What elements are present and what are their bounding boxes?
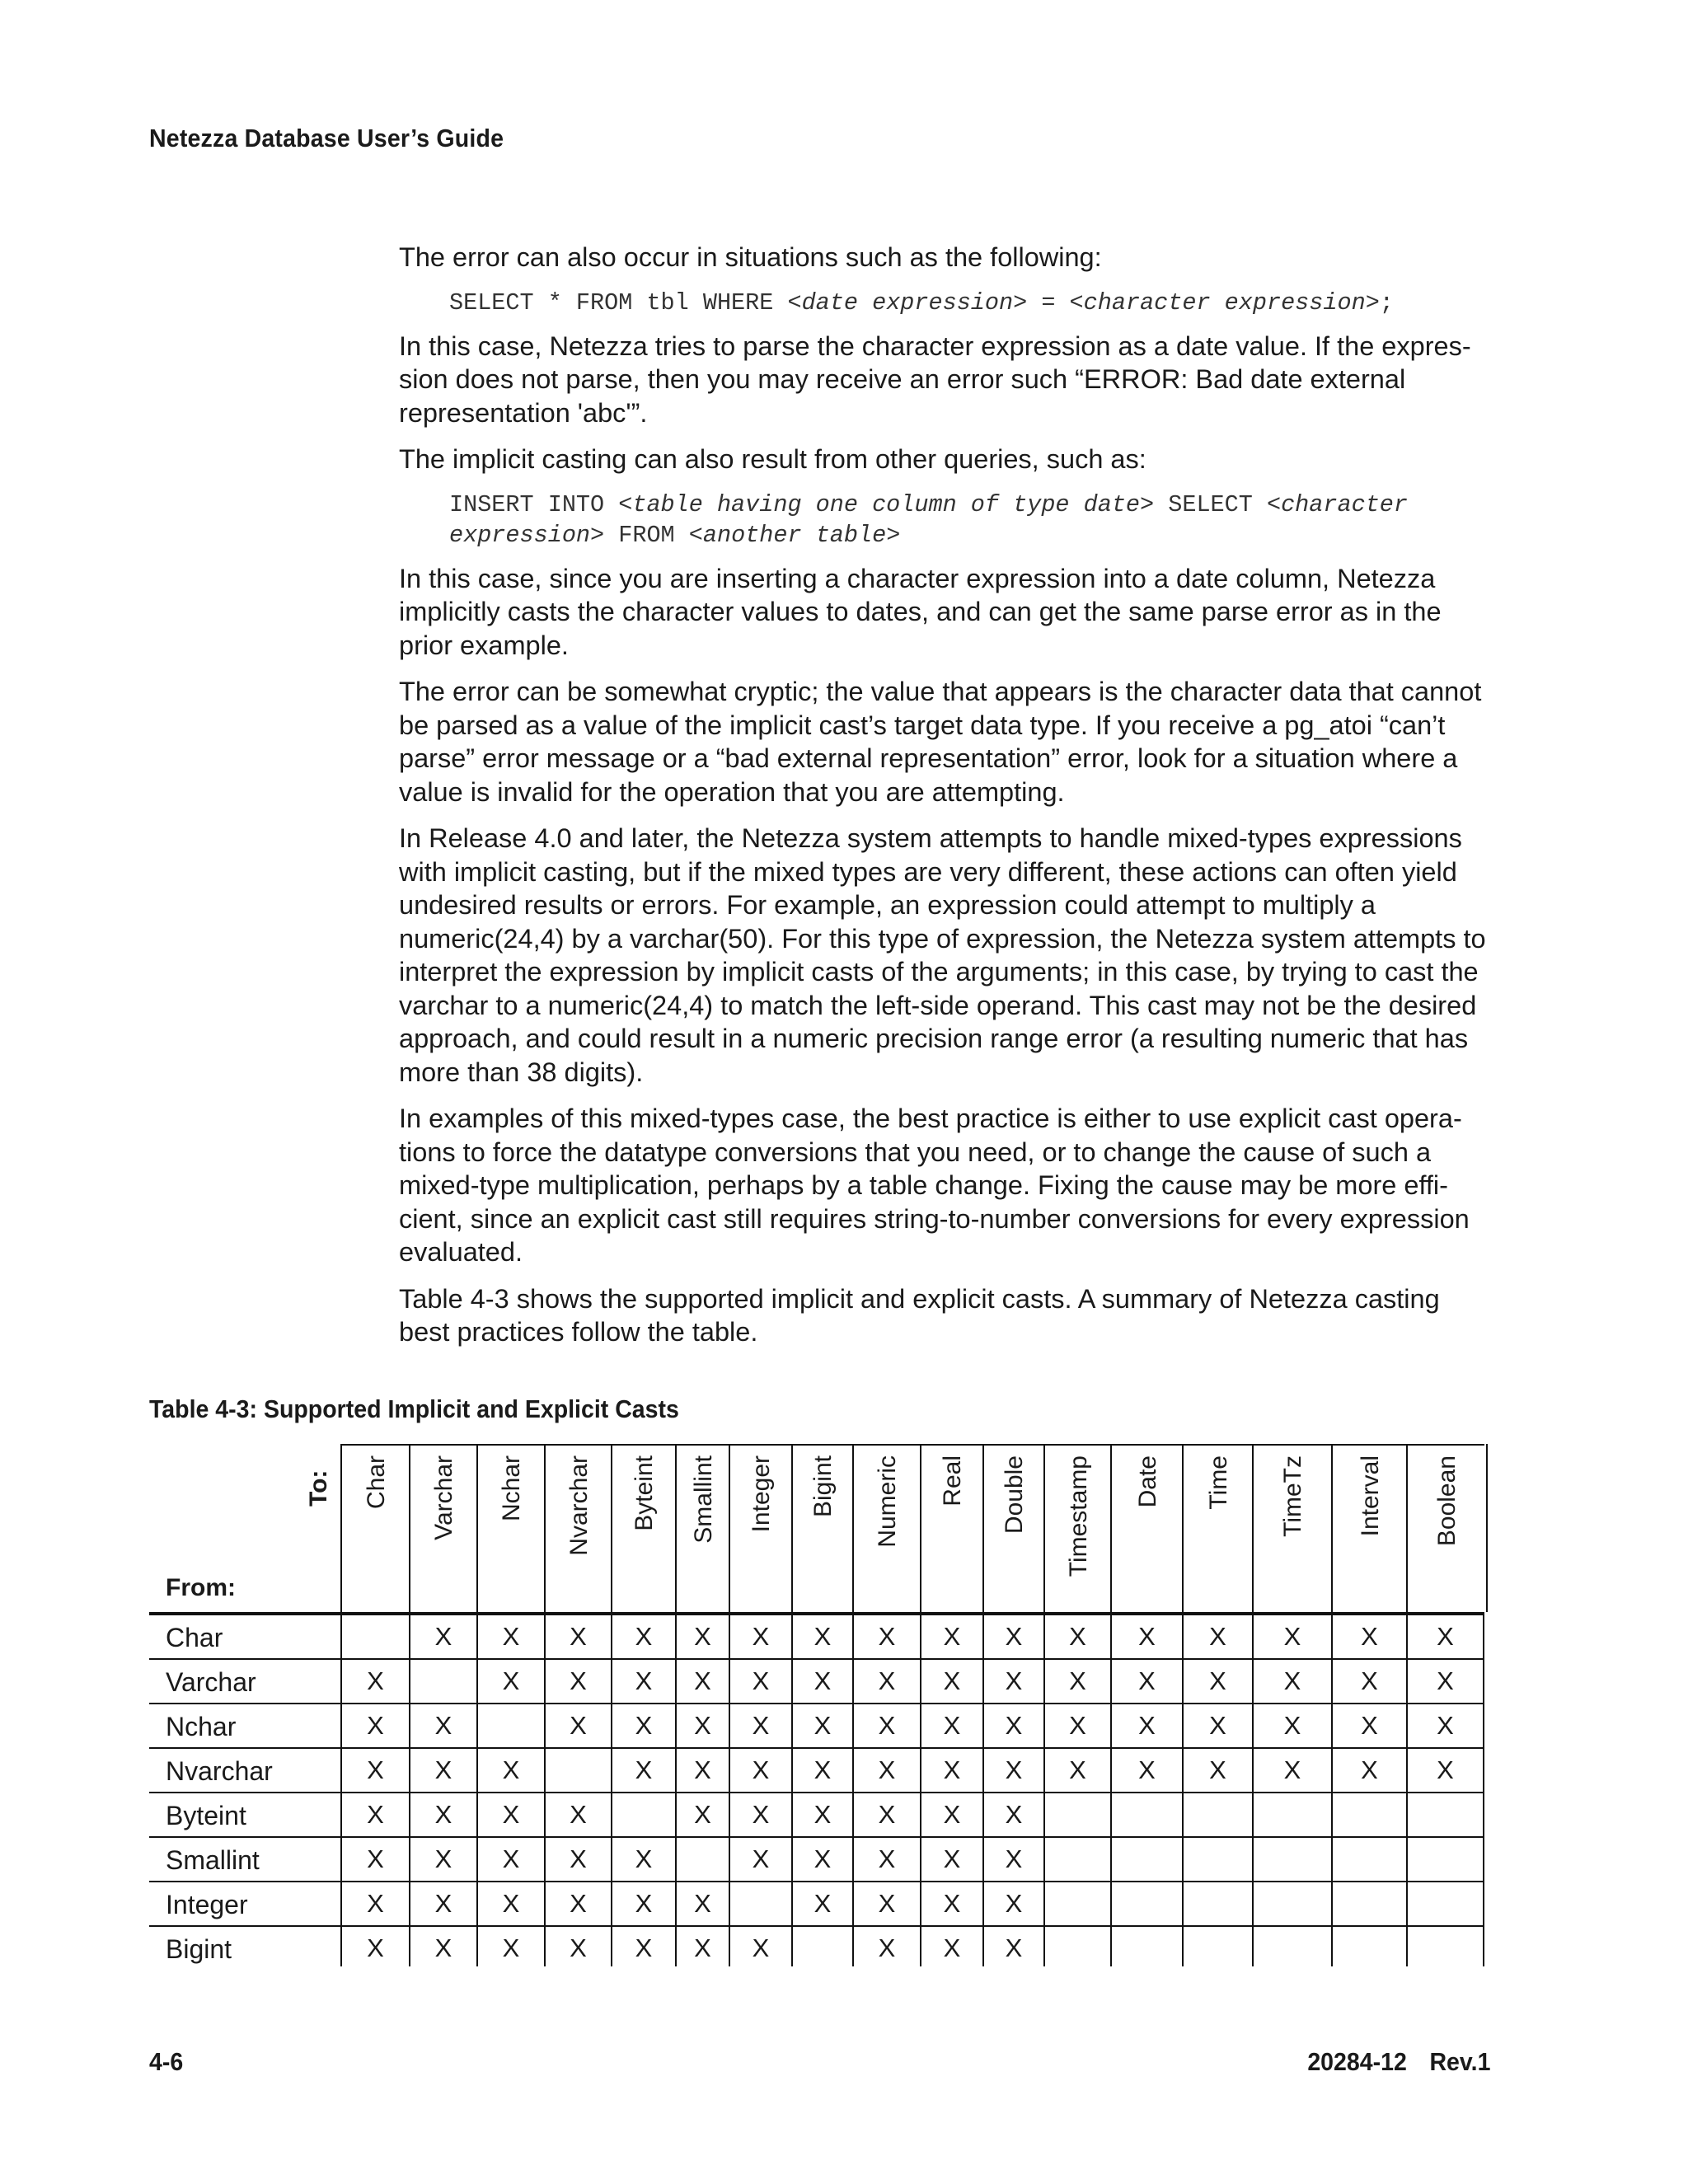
row-label: Char: [166, 1623, 223, 1652]
table-cell: [1110, 1882, 1182, 1925]
table-cell: X: [675, 1882, 729, 1925]
column-header: [544, 1444, 612, 1612]
table-cell: X: [340, 1749, 409, 1792]
table-cell: X: [409, 1615, 476, 1658]
table-cell: X: [675, 1749, 729, 1792]
table-cell: X: [852, 1927, 920, 1966]
table-row: [149, 1704, 1484, 1749]
column-header-label: Interval: [1356, 1455, 1384, 1537]
table-cell: [1252, 1793, 1331, 1836]
table-cell: X: [1182, 1660, 1252, 1703]
table-cell: X: [611, 1838, 675, 1881]
table-cell: X: [1406, 1615, 1484, 1658]
table-cell: X: [852, 1749, 920, 1792]
table-cell: X: [476, 1749, 544, 1792]
table-cell: [1406, 1927, 1484, 1966]
code-text: FROM: [604, 521, 689, 549]
table-cell: X: [1043, 1660, 1110, 1703]
table-cell: X: [1252, 1704, 1331, 1747]
to-label-text: To:: [305, 1469, 332, 1507]
table-cell: X: [982, 1704, 1043, 1747]
row-label: Integer: [166, 1890, 248, 1919]
column-header: [791, 1444, 854, 1612]
table-cell: X: [1252, 1615, 1331, 1658]
table-cell: [1252, 1882, 1331, 1925]
table-cell: X: [340, 1927, 409, 1966]
table-cell: X: [1331, 1749, 1406, 1792]
table-header-row: [149, 1444, 1484, 1615]
table-cell: [1043, 1882, 1110, 1925]
table-cell: X: [791, 1882, 852, 1925]
column-header-label: Real: [939, 1455, 966, 1507]
table-row: [149, 1927, 1484, 1966]
code-placeholder: <table having one column of type date>: [618, 490, 1155, 518]
table-cell: X: [476, 1615, 544, 1658]
table-cell: [1043, 1838, 1110, 1881]
table-cell: [476, 1704, 544, 1747]
table-cell: X: [409, 1749, 476, 1792]
code-example: [449, 288, 1495, 318]
paragraph: In this case, since you are inserting a character expression into a date column, Netezza implicitly casts the character values to dates, and can get the same parse error as in the prior example.: [399, 563, 1442, 660]
table-cell: [1110, 1927, 1182, 1966]
from-axis-label: From:: [166, 1574, 236, 1601]
column-header: [729, 1444, 793, 1612]
table-cell: X: [409, 1882, 476, 1925]
table-cell: [611, 1793, 675, 1836]
table-cell: X: [675, 1615, 729, 1658]
table-cell: X: [920, 1704, 982, 1747]
code-text: SELECT: [1154, 490, 1267, 518]
table-cell: X: [544, 1838, 611, 1881]
table-cell: X: [340, 1882, 409, 1925]
table-cell: X: [476, 1838, 544, 1881]
cast-table: [149, 1444, 1484, 1966]
table-cell: X: [852, 1838, 920, 1881]
table-cell: [1252, 1838, 1331, 1881]
table-cell: X: [1110, 1704, 1182, 1747]
column-header: [1043, 1444, 1112, 1612]
code-text: INSERT INTO: [449, 490, 619, 518]
table-cell: X: [729, 1838, 791, 1881]
to-axis-label: [302, 1449, 338, 1507]
table-cell: X: [544, 1704, 611, 1747]
column-header: [476, 1444, 546, 1612]
column-header: [1331, 1444, 1408, 1612]
column-header: [1406, 1444, 1488, 1612]
table-cell: [1331, 1793, 1406, 1836]
code-text: ;: [1379, 288, 1394, 316]
column-header-label: Byteint: [631, 1455, 658, 1531]
column-header: [982, 1444, 1045, 1612]
table-cell: X: [982, 1660, 1043, 1703]
table-cell: X: [920, 1749, 982, 1792]
table-cell: X: [544, 1660, 611, 1703]
table-cell: [791, 1927, 852, 1966]
table-cell: X: [852, 1882, 920, 1925]
column-header-label: Nchar: [498, 1455, 525, 1522]
table-cell: X: [1331, 1704, 1406, 1747]
table-cell: X: [920, 1927, 982, 1966]
table-cell: [1331, 1927, 1406, 1966]
code-placeholder: <another table>: [688, 521, 901, 549]
table-cell: [1182, 1838, 1252, 1881]
column-header-label: TimeTz: [1279, 1455, 1306, 1537]
table-cell: [1331, 1882, 1406, 1925]
row-label: Bigint: [166, 1934, 232, 1964]
table-cell: X: [611, 1615, 675, 1658]
running-head: Netezza Database User’s Guide: [149, 124, 504, 152]
table-cell: X: [476, 1660, 544, 1703]
paragraph: The implicit casting can also result from other queries, such as:: [399, 444, 1146, 474]
doc-id: [1307, 2047, 1490, 2077]
code-example: [449, 490, 1495, 551]
table-cell: X: [544, 1793, 611, 1836]
table-cell: X: [675, 1704, 729, 1747]
column-header-label: Double: [1001, 1455, 1028, 1535]
table-cell: X: [982, 1838, 1043, 1881]
table-cell: X: [729, 1927, 791, 1966]
row-label: Byteint: [166, 1801, 246, 1830]
table-cell: X: [729, 1704, 791, 1747]
table-cell: X: [791, 1615, 852, 1658]
table-cell: [1043, 1927, 1110, 1966]
column-header-label: Integer: [748, 1455, 775, 1533]
column-header-label: Bigint: [809, 1455, 837, 1518]
table-row: [149, 1882, 1484, 1927]
table-cell: X: [852, 1615, 920, 1658]
table-cell: [1043, 1793, 1110, 1836]
table-cell: X: [920, 1838, 982, 1881]
column-header-label: Boolean: [1432, 1455, 1461, 1547]
revision: Rev.1: [1429, 2047, 1490, 2076]
table-caption: Table 4-3: Supported Implicit and Explicit Casts: [149, 1394, 679, 1423]
table-cell: [1252, 1927, 1331, 1966]
table-cell: X: [340, 1660, 409, 1703]
table-cell: X: [982, 1793, 1043, 1836]
table-cell: X: [791, 1660, 852, 1703]
column-header-label: Time: [1204, 1455, 1232, 1510]
column-header: [340, 1444, 410, 1612]
table-cell: X: [1043, 1749, 1110, 1792]
column-header-label: Varchar: [430, 1455, 457, 1540]
table-cell: [1406, 1882, 1484, 1925]
table-cell: [675, 1838, 729, 1881]
table-cell: X: [340, 1838, 409, 1881]
table-cell: X: [791, 1704, 852, 1747]
table-cell: X: [852, 1793, 920, 1836]
table-cell: X: [920, 1793, 982, 1836]
table-cell: X: [675, 1660, 729, 1703]
table-cell: X: [791, 1749, 852, 1792]
code-text: SELECT * FROM tbl WHERE: [449, 288, 788, 316]
table-row: [149, 1660, 1484, 1704]
column-header: [675, 1444, 730, 1612]
table-cell: X: [729, 1615, 791, 1658]
code-placeholder: <character expression>: [449, 490, 1423, 549]
body-text: [399, 241, 1495, 1362]
table-cell: X: [409, 1704, 476, 1747]
table-cell: X: [729, 1749, 791, 1792]
page-number: 4-6: [149, 2047, 184, 2076]
table-cell: X: [544, 1882, 611, 1925]
table-cell: [729, 1882, 791, 1925]
table-cell: X: [920, 1615, 982, 1658]
column-header: [920, 1444, 984, 1612]
code-placeholder: <character expression>: [1069, 288, 1380, 316]
paragraph: Table 4-3 shows the supported implicit and explicit casts. A summary of Netezza casting best practices follow the table.: [399, 1283, 1440, 1347]
table-cell: X: [1110, 1749, 1182, 1792]
table-cell: X: [1252, 1749, 1331, 1792]
column-header: [852, 1444, 921, 1612]
column-header-label: Smallint: [689, 1455, 717, 1544]
table-cell: X: [611, 1749, 675, 1792]
table-cell: X: [340, 1704, 409, 1747]
table-cell: X: [1182, 1615, 1252, 1658]
doc-number: 20284-12: [1306, 2047, 1407, 2076]
table-cell: X: [1406, 1660, 1484, 1703]
table-cell: X: [1043, 1615, 1110, 1658]
table-cell: [1406, 1793, 1484, 1836]
column-header: [409, 1444, 478, 1612]
table-row: [149, 1615, 1484, 1660]
table-cell: X: [611, 1704, 675, 1747]
row-label: Smallint: [166, 1845, 260, 1875]
row-label: Nvarchar: [166, 1756, 273, 1786]
table-cell: [1110, 1793, 1182, 1836]
table-cell: X: [982, 1927, 1043, 1966]
table-cell: X: [1331, 1660, 1406, 1703]
table-cell: X: [852, 1660, 920, 1703]
column-header: [1110, 1444, 1184, 1612]
column-header-label: Numeric: [874, 1455, 901, 1548]
table-row: [149, 1793, 1484, 1838]
table-cell: [1182, 1927, 1252, 1966]
column-header-label: Nvarchar: [565, 1455, 593, 1556]
table-cell: X: [476, 1927, 544, 1966]
table-cell: X: [1252, 1660, 1331, 1703]
paragraph: The error can also occur in situations such as the following:: [399, 242, 1102, 272]
table-cell: X: [611, 1660, 675, 1703]
table-cell: [1331, 1838, 1406, 1881]
table-cell: X: [1182, 1749, 1252, 1792]
paragraph: In this case, Netezza tries to parse the character expression as a date value. If the expression does not parse, then you may receive an error such “ERROR: Bad date external representation 'abc'”.: [399, 330, 1471, 428]
table-cell: X: [675, 1927, 729, 1966]
table-cell: X: [340, 1793, 409, 1836]
column-header-label: Char: [362, 1455, 390, 1510]
table-cell: X: [791, 1793, 852, 1836]
table-cell: X: [729, 1793, 791, 1836]
table-cell: X: [675, 1793, 729, 1836]
table-cell: X: [544, 1927, 611, 1966]
table-cell: X: [1110, 1660, 1182, 1703]
paragraph: The error can be somewhat cryptic; the value that appears is the character data that cannot be parsed as a value of the implicit cast’s target data type. If you receive a pg_atoi “can’t parse” error message or a “bad external representation” error, look for a situation where a value is invalid for the operation that you are attempting.: [399, 677, 1482, 807]
paragraph: In Release 4.0 and later, the Netezza system attempts to handle mixed-types expressions with implicit casting, but if the mixed types are very different, these actions can often yield undesired results or errors. For example, an expression could attempt to multiply a numeric(24,4) by a varchar(50). For this type of expression, the Netezza system attempts to interpret the expression by implicit casts of the arguments; in this case, by trying to cast the varchar to a numeric(24,4) to match the left-side operand. This cast may not be the desired approach, and could result in a numeric precision range error (a resulting numeric that has more than 38 digits).: [399, 823, 1486, 1087]
row-label: Nchar: [166, 1712, 237, 1741]
table-row: [149, 1838, 1484, 1882]
column-header: [611, 1444, 677, 1612]
table-cell: X: [611, 1927, 675, 1966]
table-cell: X: [791, 1838, 852, 1881]
table-cell: [1182, 1882, 1252, 1925]
code-text: =: [1027, 288, 1070, 316]
column-header: [1182, 1444, 1254, 1612]
table-cell: [1182, 1793, 1252, 1836]
table-cell: X: [476, 1793, 544, 1836]
table-body: [149, 1615, 1484, 1966]
table-row: [149, 1749, 1484, 1793]
table-cell: X: [476, 1882, 544, 1925]
table-cell: X: [409, 1793, 476, 1836]
paragraph: In examples of this mixed-types case, the best practice is either to use explicit cast operations to force the datatype conversions that you need, or to change the cause of such a mixed-type multiplication, perhaps by a table change. Fixing the cause may be more efficient, since an explicit cast still requires string-to-number conversions for every expression evaluated.: [399, 1104, 1470, 1267]
table-cell: X: [852, 1704, 920, 1747]
table-cell: X: [920, 1882, 982, 1925]
table-cell: X: [1110, 1615, 1182, 1658]
table-cell: X: [982, 1615, 1043, 1658]
table-cell: X: [544, 1615, 611, 1658]
column-header: [1252, 1444, 1333, 1612]
table-cell: [1110, 1838, 1182, 1881]
column-header-label: Timestamp: [1064, 1455, 1092, 1577]
table-cell: X: [409, 1838, 476, 1881]
table-cell: [409, 1660, 476, 1703]
code-placeholder: <date expression>: [787, 288, 1028, 316]
table-cell: X: [1331, 1615, 1406, 1658]
table-cell: [340, 1615, 409, 1658]
table-cell: X: [611, 1882, 675, 1925]
table-cell: X: [1406, 1704, 1484, 1747]
table-cell: [1406, 1838, 1484, 1881]
column-header-label: Date: [1133, 1455, 1161, 1508]
table-cell: X: [1182, 1704, 1252, 1747]
table-cell: X: [920, 1660, 982, 1703]
table-cell: [544, 1749, 611, 1792]
row-label: Varchar: [166, 1667, 256, 1697]
table-cell: X: [409, 1927, 476, 1966]
table-cell: X: [1406, 1749, 1484, 1792]
table-cell: X: [982, 1749, 1043, 1792]
table-cell: X: [1043, 1704, 1110, 1747]
table-cell: X: [729, 1660, 791, 1703]
table-cell: X: [982, 1882, 1043, 1925]
